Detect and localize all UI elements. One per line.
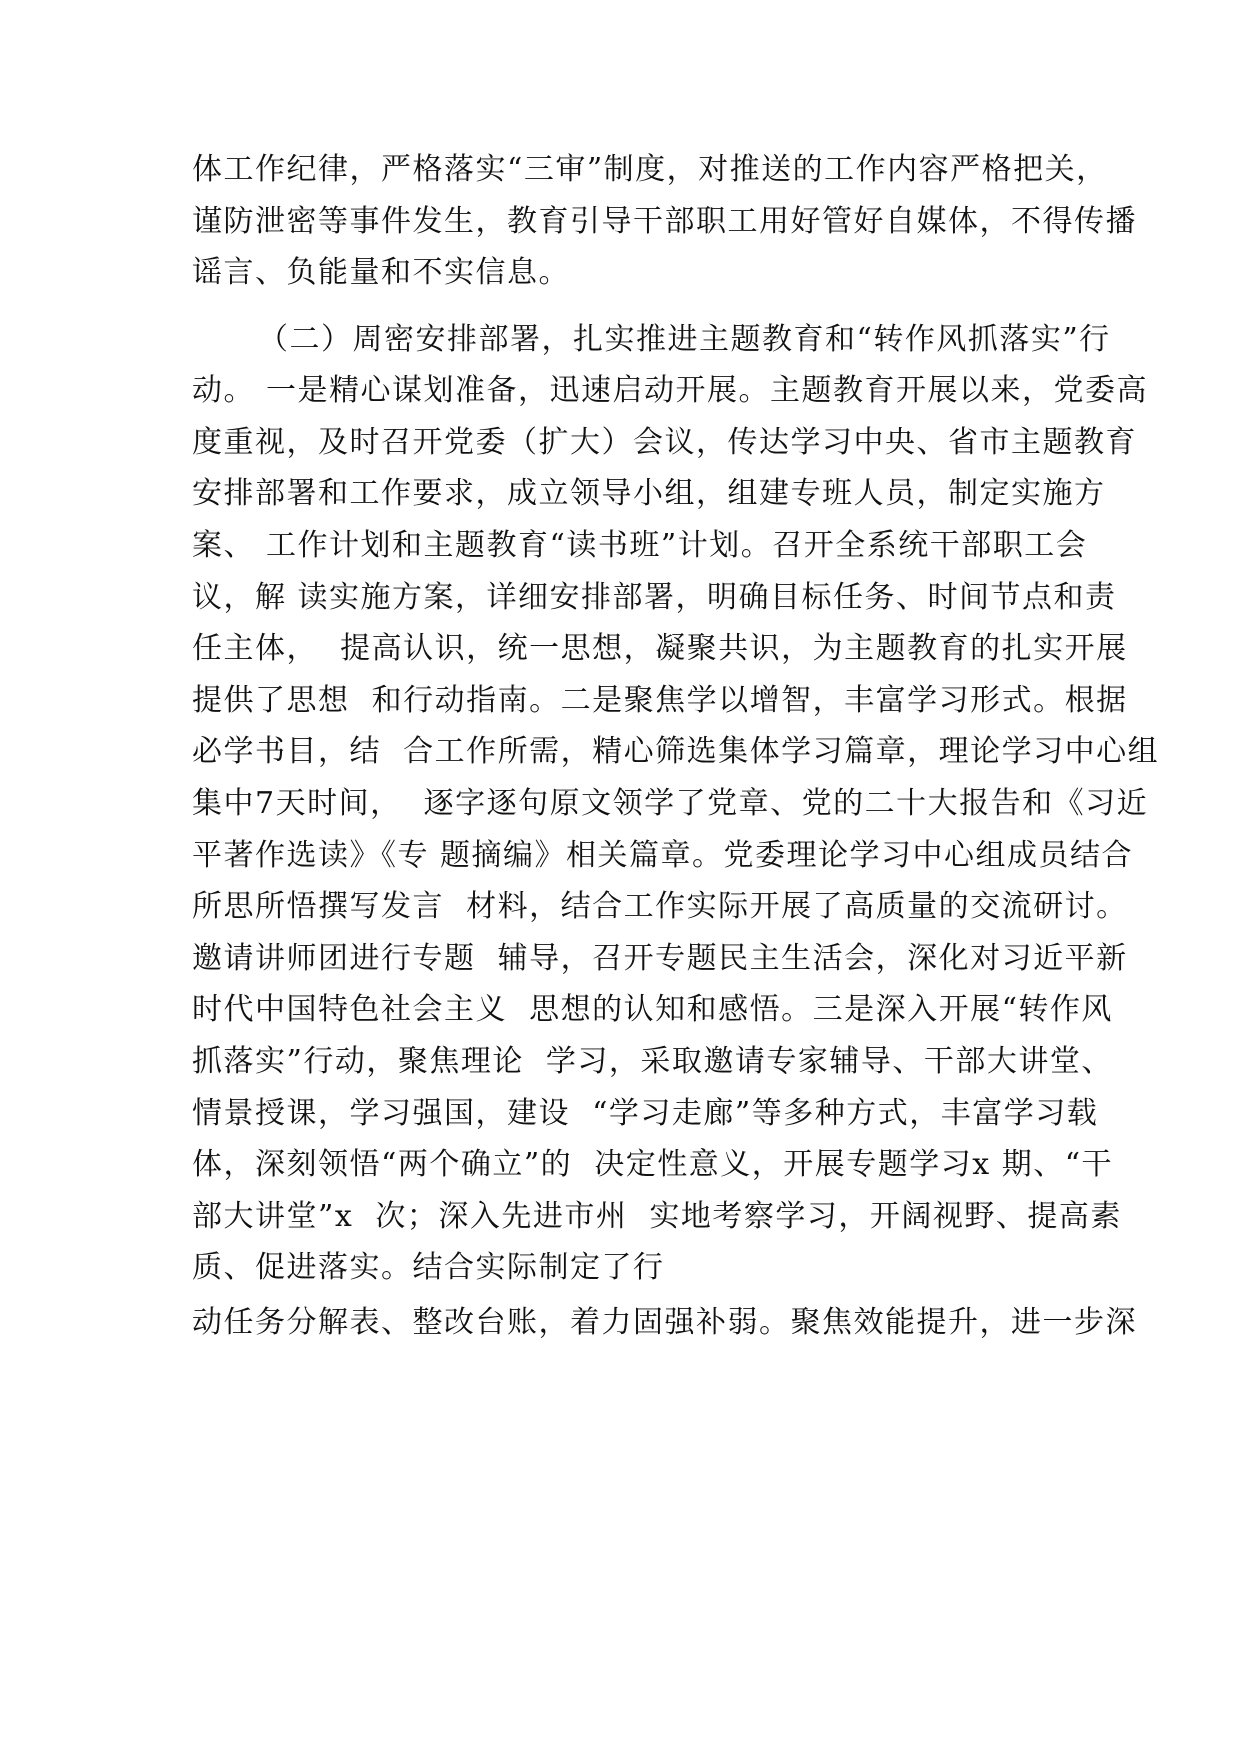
text-line: 部大讲堂”x 次；深入先进市州 实地考察学习，开阔视野、提高素: [192, 1199, 1122, 1234]
text-line: 邀请讲师团进行专题 辅导，召开专题民主生活会，深化对习近平新: [192, 941, 1128, 976]
text-line: 提供了思想 和行动指南。二是聚焦学以增智，丰富学习形式。根据: [192, 683, 1128, 718]
text-line: 安排部署和工作要求，成立领导小组，组建专班人员，制定实施方: [192, 476, 1106, 511]
text-line: 体工作纪律，严格落实“三审”制度，对推送的工作内容严格把关，: [192, 152, 1108, 187]
section-heading-line: （二）周密安排部署，扎实推进主题教育和“转作风抓落实”行: [258, 322, 1111, 357]
text-line: 抓落实”行动，聚焦理论 学习，采取邀请专家辅导、干部大讲堂、: [192, 1044, 1113, 1079]
text-line: 动任务分解表、整改台账，着力固强补弱。聚焦效能提升，进一步深: [192, 1305, 1137, 1340]
text-line: 体，深刻领悟“两个确立”的 决定性意义，开展专题学习x 期、“干: [192, 1147, 1114, 1182]
text-line: 平著作选读》《专 题摘编》相关篇章。党委理论学习中心组成员结合: [192, 838, 1134, 873]
text-line: 集中7天时间， 逐字逐句原文领学了党章、党的二十大报告和《习近: [192, 786, 1149, 821]
text-line: 案、 工作计划和主题教育“读书班”计划。召开全系统干部职工会: [192, 528, 1088, 563]
text-line: 所思所悟撰写发言 材料，结合工作实际开展了高质量的交流研讨。: [192, 889, 1128, 924]
text-line: 情景授课，学习强国，建设 “学习走廊”等多种方式，丰富学习载: [192, 1096, 1099, 1131]
text-line: 动。 一是精心谋划准备，迅速启动开展。主题教育开展以来，党委高: [192, 373, 1149, 408]
text-line: 谨防泄密等事件发生，教育引导干部职工用好管好自媒体，不得传播: [192, 204, 1137, 239]
text-line: 质、促进落实。结合实际制定了行: [192, 1250, 665, 1285]
text-line: 必学书目，结 合工作所需，精心筛选集体学习篇章，理论学习中心组: [192, 734, 1160, 769]
text-line: 任主体， 提高认识，统一思想，凝聚共识，为主题教育的扎实开展: [192, 631, 1128, 666]
text-line: 议，解 读实施方案，详细安排部署，明确目标任务、时间节点和责: [192, 580, 1117, 615]
text-line: 度重视，及时召开党委（扩大）会议，传达学习中央、省市主题教育: [192, 425, 1137, 460]
text-line: 时代中国特色社会主义 思想的认知和感悟。三是深入开展“转作风: [192, 992, 1113, 1027]
text-line: 谣言、负能量和不实信息。: [192, 255, 570, 290]
